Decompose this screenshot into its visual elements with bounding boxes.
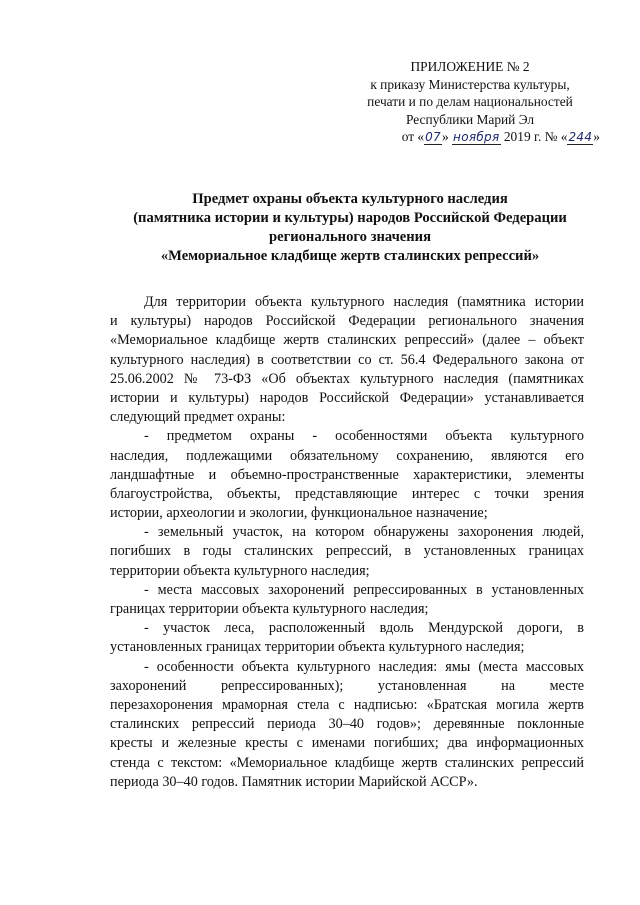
title-line-2: (памятника истории и культуры) народов Российской Федерации — [133, 210, 567, 226]
body-line: сталинских репрессий периода 30–40 годов»; деревянные поклонные — [110, 716, 584, 733]
body-line: «Мемориальное кладбище жертв сталинских репрессий» (далее – объект — [110, 332, 584, 349]
document-title — [80, 190, 620, 266]
attachment-line-1: к приказу Министерства культуры, — [370, 76, 570, 92]
body-line: - предметом охраны - особенностями объекта культурного — [144, 428, 584, 445]
order-prefix: от « — [401, 129, 425, 144]
body-line: и культуры) народов Российской Федерации регионального значения — [110, 313, 584, 330]
order-reference — [340, 128, 600, 147]
document-body — [110, 293, 584, 792]
order-mid: » — [441, 129, 449, 144]
body-line: - особенности объекта культурного наследия: ямы (места массовых — [144, 658, 584, 675]
body-line: - места массовых захоронений репрессированных в установленных — [144, 581, 584, 598]
title-line-4: «Мемориальное кладбище жертв сталинских репрессий» — [160, 248, 540, 264]
body-line: наследия, подлежащими обязательному сохранению, являются его — [110, 447, 584, 464]
body-line: - участок леса, расположенный вдоль Мендурской дороги, в — [144, 620, 584, 637]
attachment-line-3: Республики Марий Эл — [405, 111, 535, 127]
order-suffix: » — [593, 129, 600, 144]
body-line: стенда с текстом: «Мемориальное кладбище жертв сталинских репрессий — [110, 754, 584, 771]
body-line: границах территории объекта культурного наследия; — [110, 601, 429, 617]
body-line: погибших в годы сталинских репрессий, в установленных границах — [110, 543, 584, 560]
title-line-3: регионального значения — [269, 229, 431, 245]
body-line: Для территории объекта культурного наследия (памятника истории — [144, 294, 584, 310]
body-line: установленных границах территории объекта культурного наследия; — [110, 639, 525, 656]
body-line: истории, археологии и экологии, функциональное назначение; — [110, 505, 488, 522]
order-day: 07 — [425, 130, 441, 144]
body-line: - земельный участок, на котором обнаружены захоронения людей, — [144, 524, 584, 541]
title-line-1: Предмет охраны объекта культурного наследия — [192, 191, 508, 207]
body-line: истории и культуры) народов Российской Федерации» устанавливается — [110, 389, 584, 406]
order-number: 244 — [568, 130, 593, 144]
body-line: ландшафтные и объемно-пространственные характеристики, элементы — [110, 466, 584, 483]
body-line: перезахоронения мраморная стела с надписью: «Братская могила жертв — [110, 696, 584, 713]
attachment-line-2: печати и по делам национальностей — [367, 94, 573, 109]
body-line: благоустройства, объекты, представляющие интерес с точки зрения — [110, 485, 584, 502]
order-year-part: 2019 г. № « — [503, 129, 568, 144]
order-month: ноября — [453, 130, 500, 144]
body-line: 25.06.2002 № 73-ФЗ «Об объектах культурного наследия (памятниках — [110, 370, 584, 387]
body-line: периода 30–40 годов. Памятник истории Марийской АССР». — [110, 773, 478, 790]
attachment-title: ПРИЛОЖЕНИЕ № 2 — [410, 59, 530, 74]
body-line: культурного наследия) в соответствии со ст. 56.4 Федерального закона от — [110, 351, 584, 368]
body-line: захоронений репрессированных); установленная на месте — [110, 677, 584, 694]
body-line: кресты и железные кресты с именами погибших; два информационных — [110, 735, 584, 752]
body-line: территории объекта культурного наследия; — [110, 562, 370, 579]
attachment-block — [340, 58, 600, 147]
body-line: следующий предмет охраны: — [110, 409, 286, 426]
